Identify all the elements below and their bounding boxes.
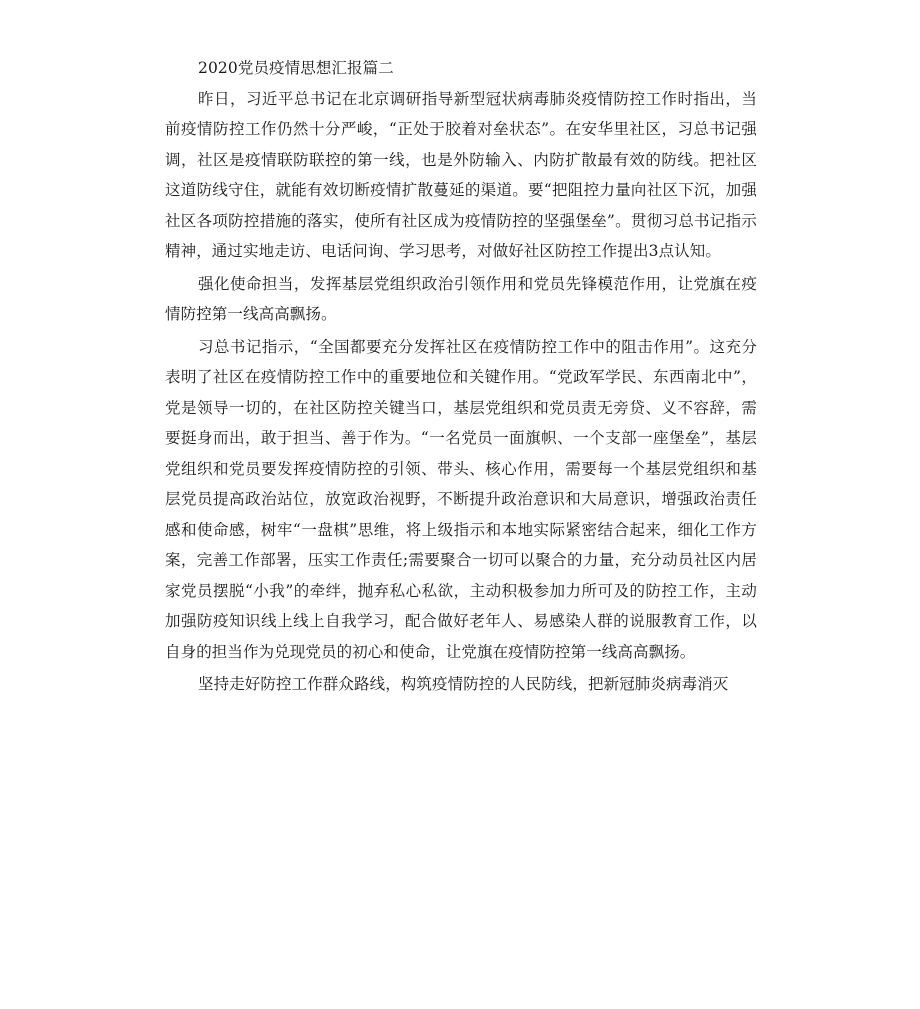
paragraph-4: 坚持走好防控工作群众路线，构筑疫情防控的人民防线，把新冠肺炎病毒消灭 — [198, 675, 729, 693]
document-title: 2020党员疫情思想汇报篇二 — [198, 59, 394, 77]
document-body — [165, 53, 757, 700]
paragraph-2: 强化使命担当，发挥基层党组织政治引领作用和党员先锋模范作用，让党旗在疫情防控第一线高高飘扬。 — [165, 274, 757, 323]
paragraph-3: 习总书记指示，“全国都要充分发挥社区在疫情防控工作中的阻击作用”。这充分表明了社区在疫情防控工作中的重要地位和关键作用。“党政军学民、东西南北中”，党是领导一切的，在社区防控关键当口，基层党组织和党员责无旁贷、义不容辞，需要挺身而出，敢于担当、善于作为。“一名党员一面旗帜、一个支部一座堡垒”，基层党组织和党员要发挥疫情防控的引领、带头、核心作用，需要每一个基层党组织和基层党员提高政治站位，放宽政治视野，不断提升政治意识和大局意识，增强政治责任感和使命感，树牢“一盘棋”思维，将上级指示和本地实际紧密结合起来，细化工作方案，完善工作部署，压实工作责任;需要聚合一切可以聚合的力量，充分动员社区内居家党员摆脱“小我”的牵绊，抛弃私心私欲，主动积极参加力所可及的防控工作，主动加强防疫知识线上线上自我学习，配合做好老年人、易感染人群的说服教育工作，以自身的担当作为兑现党员的初心和使命，让党旗在疫情防控第一线高高飘扬。 — [165, 337, 757, 661]
paragraph-1: 昨日，习近平总书记在北京调研指导新型冠状病毒肺炎疫情防控工作时指出，当前疫情防控工作仍然十分严峻，“正处于胶着对垒状态”。在安华里社区，习总书记强调，社区是疫情联防联控的第一线，也是外防输入、内防扩散最有效的防线。把社区这道防线守住，就能有效切断疫情扩散蔓延的渠道。要“把阻控力量向社区下沉，加强社区各项防控措施的落实，使所有社区成为疫情防控的坚强堡垒”。贯彻习总书记指示精神，通过实地走访、电话问询、学习思考，对做好社区防控工作提出3点认知。 — [165, 89, 757, 260]
